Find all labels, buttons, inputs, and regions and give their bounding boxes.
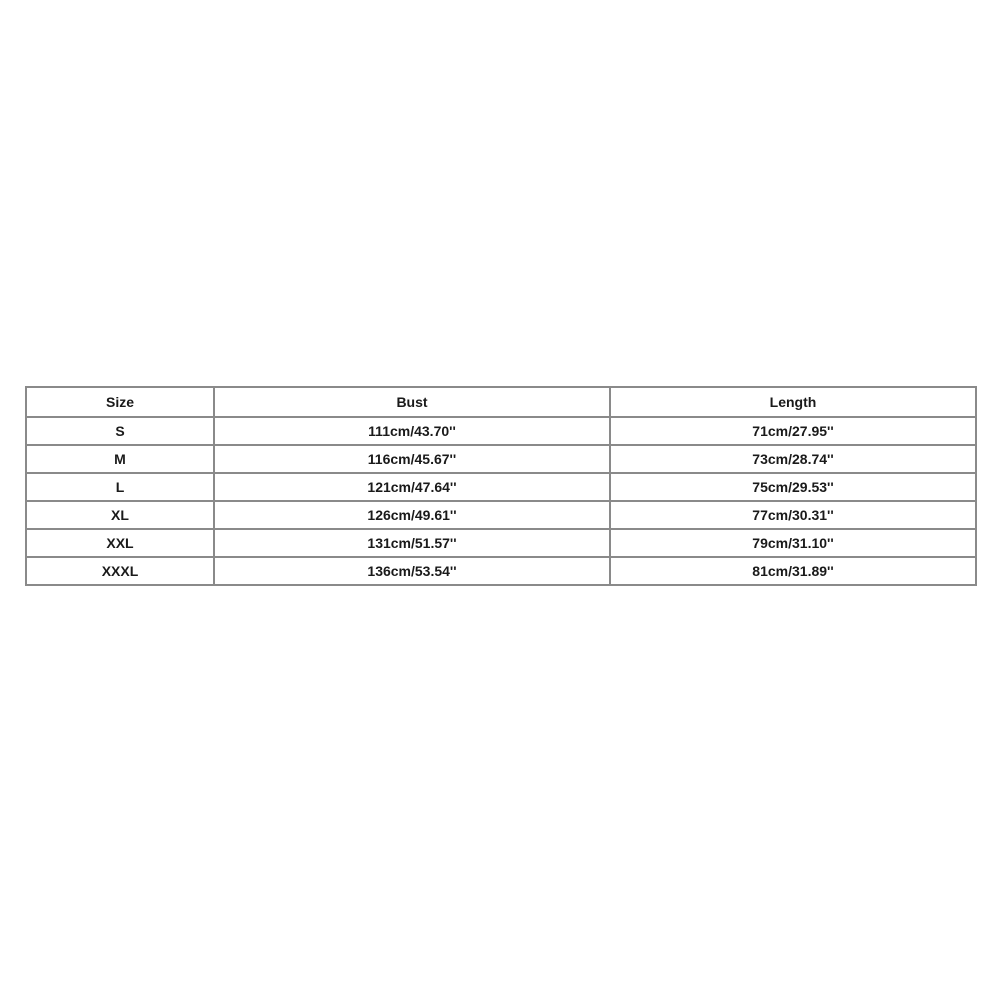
cell-size: L: [26, 473, 214, 501]
cell-bust: 136cm/53.54'': [214, 557, 610, 585]
header-bust: Bust: [214, 387, 610, 417]
cell-length: 71cm/27.95'': [610, 417, 976, 445]
cell-bust: 121cm/47.64'': [214, 473, 610, 501]
cell-bust: 126cm/49.61'': [214, 501, 610, 529]
cell-bust: 116cm/45.67'': [214, 445, 610, 473]
cell-length: 73cm/28.74'': [610, 445, 976, 473]
cell-size: XXL: [26, 529, 214, 557]
table-row: [26, 417, 976, 445]
cell-length: 75cm/29.53'': [610, 473, 976, 501]
table-row: [26, 557, 976, 585]
table-row: [26, 473, 976, 501]
cell-size: XXXL: [26, 557, 214, 585]
table-row: [26, 445, 976, 473]
cell-length: 79cm/31.10'': [610, 529, 976, 557]
table-row: [26, 529, 976, 557]
header-length: Length: [610, 387, 976, 417]
cell-length: 77cm/30.31'': [610, 501, 976, 529]
cell-size: S: [26, 417, 214, 445]
size-chart-table: [25, 386, 977, 586]
cell-length: 81cm/31.89'': [610, 557, 976, 585]
header-size: Size: [26, 387, 214, 417]
cell-size: XL: [26, 501, 214, 529]
cell-bust: 111cm/43.70'': [214, 417, 610, 445]
table-row: [26, 501, 976, 529]
header-row: [26, 387, 976, 417]
cell-bust: 131cm/51.57'': [214, 529, 610, 557]
cell-size: M: [26, 445, 214, 473]
